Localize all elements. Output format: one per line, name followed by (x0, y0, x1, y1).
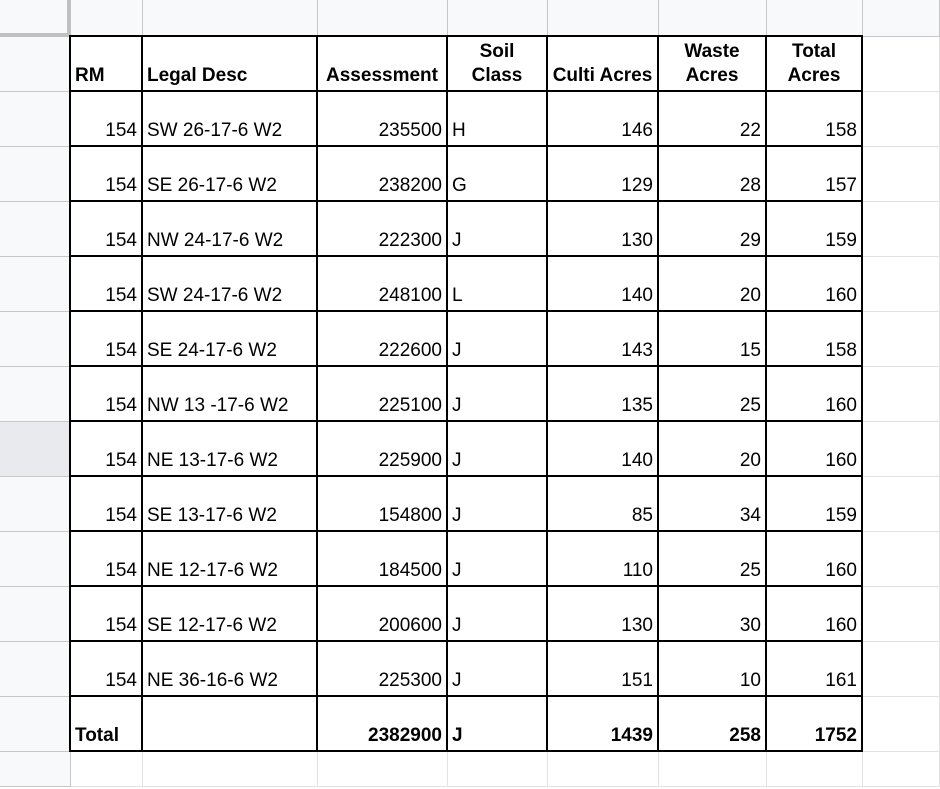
cell-text: 140 (621, 450, 653, 471)
cell-text: 160 (825, 395, 857, 416)
cell-text: NE 36-16-6 W2 (147, 670, 278, 691)
cell-text: 143 (621, 340, 653, 361)
cell-text: 159 (825, 230, 857, 251)
data-cell[interactable] (69, 367, 143, 422)
column-header-a[interactable] (71, 0, 143, 37)
data-cell[interactable] (659, 147, 767, 202)
column-header-c[interactable] (318, 0, 448, 37)
data-cell[interactable] (69, 92, 143, 147)
empty-cell[interactable] (767, 752, 863, 787)
cell-text: 20 (739, 450, 761, 471)
empty-cell[interactable] (863, 147, 940, 202)
cell-text: 154800 (378, 505, 442, 526)
data-cell[interactable] (548, 202, 659, 257)
row-header-9[interactable] (0, 477, 71, 532)
header-cell[interactable] (143, 35, 318, 92)
data-cell[interactable] (767, 257, 863, 312)
data-cell[interactable] (318, 367, 448, 422)
data-cell[interactable] (143, 312, 318, 367)
cell-text: Soil Class (471, 41, 523, 86)
total-cell[interactable] (69, 697, 143, 752)
empty-cell[interactable] (863, 422, 940, 477)
cell-text: 130 (621, 230, 653, 251)
cell-text: 1439 (610, 725, 653, 746)
empty-cell[interactable] (863, 37, 940, 92)
cell-text: Waste Acres (684, 41, 740, 86)
data-cell[interactable] (448, 92, 548, 147)
data-cell[interactable] (448, 312, 548, 367)
cell-text: 200600 (378, 615, 442, 636)
cell-text: 22 (739, 120, 761, 141)
data-cell[interactable] (143, 92, 318, 147)
cell-text: J (452, 725, 463, 746)
total-cell[interactable] (659, 697, 767, 752)
data-cell[interactable] (767, 477, 863, 532)
total-cell[interactable] (548, 697, 659, 752)
cell-text: J (452, 560, 462, 581)
empty-cell[interactable] (863, 477, 940, 532)
data-cell[interactable] (659, 367, 767, 422)
data-cell[interactable] (767, 202, 863, 257)
data-cell[interactable] (767, 587, 863, 642)
data-cell[interactable] (548, 312, 659, 367)
data-cell[interactable] (143, 422, 318, 477)
cell-text: 140 (621, 285, 653, 306)
cell-text: 151 (621, 670, 653, 691)
data-cell[interactable] (448, 202, 548, 257)
data-cell[interactable] (143, 642, 318, 697)
cell-text: NW 13 -17-6 W2 (147, 395, 289, 416)
cell-text: SW 24-17-6 W2 (147, 285, 283, 306)
total-cell[interactable] (143, 697, 318, 752)
header-cell[interactable] (548, 35, 659, 92)
cell-text: 154 (105, 340, 137, 361)
data-cell[interactable] (318, 422, 448, 477)
data-cell[interactable] (548, 147, 659, 202)
data-cell[interactable] (659, 312, 767, 367)
empty-cell[interactable] (863, 312, 940, 367)
empty-cell[interactable] (863, 202, 940, 257)
row-header-5[interactable] (0, 257, 71, 312)
column-header-e[interactable] (548, 0, 659, 37)
data-cell[interactable] (318, 312, 448, 367)
cell-text: J (452, 230, 462, 251)
total-cell[interactable] (767, 697, 863, 752)
cell-text: Culti Acres (552, 65, 653, 86)
data-cell[interactable] (659, 642, 767, 697)
cell-text: 154 (105, 120, 137, 141)
data-cell[interactable] (767, 92, 863, 147)
data-cell[interactable] (318, 642, 448, 697)
data-cell[interactable] (143, 477, 318, 532)
row-header-13[interactable] (0, 697, 71, 752)
empty-cell[interactable] (863, 367, 940, 422)
cell-text: 154 (105, 395, 137, 416)
data-cell[interactable] (767, 312, 863, 367)
empty-cell[interactable] (863, 92, 940, 147)
cell-text: 160 (825, 615, 857, 636)
data-cell[interactable] (548, 642, 659, 697)
cell-text: 161 (825, 670, 857, 691)
data-cell[interactable] (548, 422, 659, 477)
empty-cell[interactable] (548, 752, 659, 787)
cell-text: Legal Desc (147, 65, 248, 86)
cell-text: H (452, 120, 466, 141)
cell-text: 157 (825, 175, 857, 196)
data-cell[interactable] (548, 477, 659, 532)
cell-text: 154 (105, 670, 137, 691)
cell-text: 2382900 (368, 725, 442, 746)
data-cell[interactable] (659, 92, 767, 147)
cell-text: 10 (739, 670, 761, 691)
cell-text: 154 (105, 505, 137, 526)
cell-text: 158 (825, 120, 857, 141)
cell-text: J (452, 670, 462, 691)
data-cell[interactable] (143, 532, 318, 587)
cell-text: J (452, 505, 462, 526)
data-cell[interactable] (448, 367, 548, 422)
data-cell[interactable] (143, 147, 318, 202)
cell-text: 248100 (378, 285, 442, 306)
empty-cell[interactable] (863, 257, 940, 312)
cell-text: 85 (631, 505, 653, 526)
cell-text: 15 (739, 340, 761, 361)
empty-cell[interactable] (863, 642, 940, 697)
cell-text: J (452, 615, 462, 636)
row-header-11[interactable] (0, 587, 71, 642)
cell-text: J (452, 395, 462, 416)
data-cell[interactable] (448, 587, 548, 642)
cell-text: 29 (739, 230, 761, 251)
cell-text: SW 26-17-6 W2 (147, 120, 283, 141)
cell-text: L (452, 285, 463, 306)
cell-text: 158 (825, 340, 857, 361)
cell-text: 129 (621, 175, 653, 196)
cell-text: 222300 (378, 230, 442, 251)
cell-text: 159 (825, 505, 857, 526)
data-cell[interactable] (143, 202, 318, 257)
data-cell[interactable] (69, 477, 143, 532)
empty-cell[interactable] (448, 752, 548, 787)
data-cell[interactable] (69, 257, 143, 312)
data-cell[interactable] (69, 147, 143, 202)
row-header-2[interactable] (0, 92, 71, 147)
total-cell[interactable] (318, 697, 448, 752)
total-cell[interactable] (448, 697, 548, 752)
cell-text: 154 (105, 560, 137, 581)
column-header-b[interactable] (143, 0, 318, 37)
empty-cell[interactable] (318, 752, 448, 787)
cell-text: 160 (825, 560, 857, 581)
data-cell[interactable] (659, 202, 767, 257)
row-header-7[interactable] (0, 367, 71, 422)
cell-text: Total Acres (787, 41, 841, 86)
row-header-1[interactable] (0, 37, 71, 92)
row-header-4[interactable] (0, 202, 71, 257)
cell-text: SE 12-17-6 W2 (147, 615, 277, 636)
column-header-d[interactable] (448, 0, 548, 37)
cell-text: 25 (739, 560, 761, 581)
data-cell[interactable] (448, 257, 548, 312)
cell-text: 154 (105, 285, 137, 306)
cell-text: 225300 (378, 670, 442, 691)
column-header-g[interactable] (767, 0, 863, 37)
data-cell[interactable] (548, 257, 659, 312)
data-cell[interactable] (69, 312, 143, 367)
header-cell[interactable] (767, 35, 863, 92)
row-header-8[interactable] (0, 422, 71, 477)
column-header-extra[interactable] (863, 0, 940, 37)
cell-text: NW 24-17-6 W2 (147, 230, 284, 251)
cell-text: 146 (621, 120, 653, 141)
cell-text: 184500 (378, 560, 442, 581)
cell-text: 34 (739, 505, 761, 526)
data-cell[interactable] (69, 532, 143, 587)
data-cell[interactable] (767, 147, 863, 202)
data-cell[interactable] (659, 587, 767, 642)
data-cell[interactable] (548, 587, 659, 642)
data-cell[interactable] (318, 147, 448, 202)
empty-cell[interactable] (863, 587, 940, 642)
row-header-10[interactable] (0, 532, 71, 587)
data-cell[interactable] (548, 367, 659, 422)
cell-text: 110 (622, 560, 653, 581)
empty-cell[interactable] (71, 752, 143, 787)
cell-text: 160 (825, 285, 857, 306)
cell-text: Total (75, 725, 119, 746)
cell-text: J (452, 340, 462, 361)
data-cell[interactable] (659, 257, 767, 312)
cell-text: NE 12-17-6 W2 (147, 560, 278, 581)
data-cell[interactable] (318, 202, 448, 257)
cell-text: 154 (105, 175, 137, 196)
data-cell[interactable] (448, 477, 548, 532)
empty-cell[interactable] (863, 532, 940, 587)
cell-text: 258 (729, 725, 761, 746)
row-header-12[interactable] (0, 642, 71, 697)
data-cell[interactable] (318, 477, 448, 532)
data-cell[interactable] (448, 532, 548, 587)
data-cell[interactable] (143, 367, 318, 422)
data-cell[interactable] (767, 422, 863, 477)
data-cell[interactable] (318, 532, 448, 587)
cell-text: 222600 (378, 340, 442, 361)
select-all-corner[interactable] (0, 0, 71, 37)
data-cell[interactable] (548, 92, 659, 147)
empty-cell[interactable] (863, 752, 940, 787)
cell-text: 225900 (378, 450, 442, 471)
data-cell[interactable] (548, 532, 659, 587)
cell-text: 30 (739, 615, 761, 636)
data-cell[interactable] (767, 532, 863, 587)
header-cell[interactable] (448, 35, 548, 92)
cell-text: 154 (105, 450, 137, 471)
data-cell[interactable] (318, 92, 448, 147)
cell-text: 238200 (378, 175, 442, 196)
cell-text: 160 (825, 450, 857, 471)
cell-text: 154 (105, 615, 137, 636)
header-cell[interactable] (69, 35, 143, 92)
cell-text: SE 24-17-6 W2 (147, 340, 277, 361)
empty-cell[interactable] (659, 752, 767, 787)
cell-text: 25 (739, 395, 761, 416)
row-header-3[interactable] (0, 147, 71, 202)
data-cell[interactable] (143, 257, 318, 312)
cell-text: SE 26-17-6 W2 (147, 175, 277, 196)
data-cell[interactable] (659, 422, 767, 477)
cell-text: SE 13-17-6 W2 (147, 505, 277, 526)
cell-text: 225100 (378, 395, 442, 416)
cell-text: 154 (105, 230, 137, 251)
data-cell[interactable] (69, 587, 143, 642)
cell-text: G (452, 175, 467, 196)
data-cell[interactable] (318, 587, 448, 642)
data-cell[interactable] (659, 477, 767, 532)
data-cell[interactable] (143, 587, 318, 642)
empty-cell[interactable] (863, 697, 940, 752)
cell-text: 130 (621, 615, 653, 636)
data-cell[interactable] (767, 642, 863, 697)
cell-text: Assessment (326, 65, 438, 86)
cell-text: 135 (621, 395, 653, 416)
data-cell[interactable] (659, 532, 767, 587)
data-cell[interactable] (448, 422, 548, 477)
row-header-6[interactable] (0, 312, 71, 367)
cell-text: 235500 (378, 120, 442, 141)
cell-text: J (452, 450, 462, 471)
data-cell[interactable] (69, 642, 143, 697)
cell-text: 28 (739, 175, 761, 196)
data-cell[interactable] (448, 642, 548, 697)
data-cell[interactable] (318, 257, 448, 312)
data-cell[interactable] (69, 422, 143, 477)
header-cell[interactable] (659, 35, 767, 92)
empty-cell[interactable] (143, 752, 318, 787)
cell-text: 1752 (814, 725, 857, 746)
data-cell[interactable] (69, 202, 143, 257)
cell-text: NE 13-17-6 W2 (147, 450, 278, 471)
header-cell[interactable] (318, 35, 448, 92)
column-header-f[interactable] (659, 0, 767, 37)
data-cell[interactable] (448, 147, 548, 202)
cell-text: RM (75, 65, 105, 86)
row-header-14[interactable] (0, 752, 71, 787)
cell-text: 20 (739, 285, 761, 306)
data-cell[interactable] (767, 367, 863, 422)
